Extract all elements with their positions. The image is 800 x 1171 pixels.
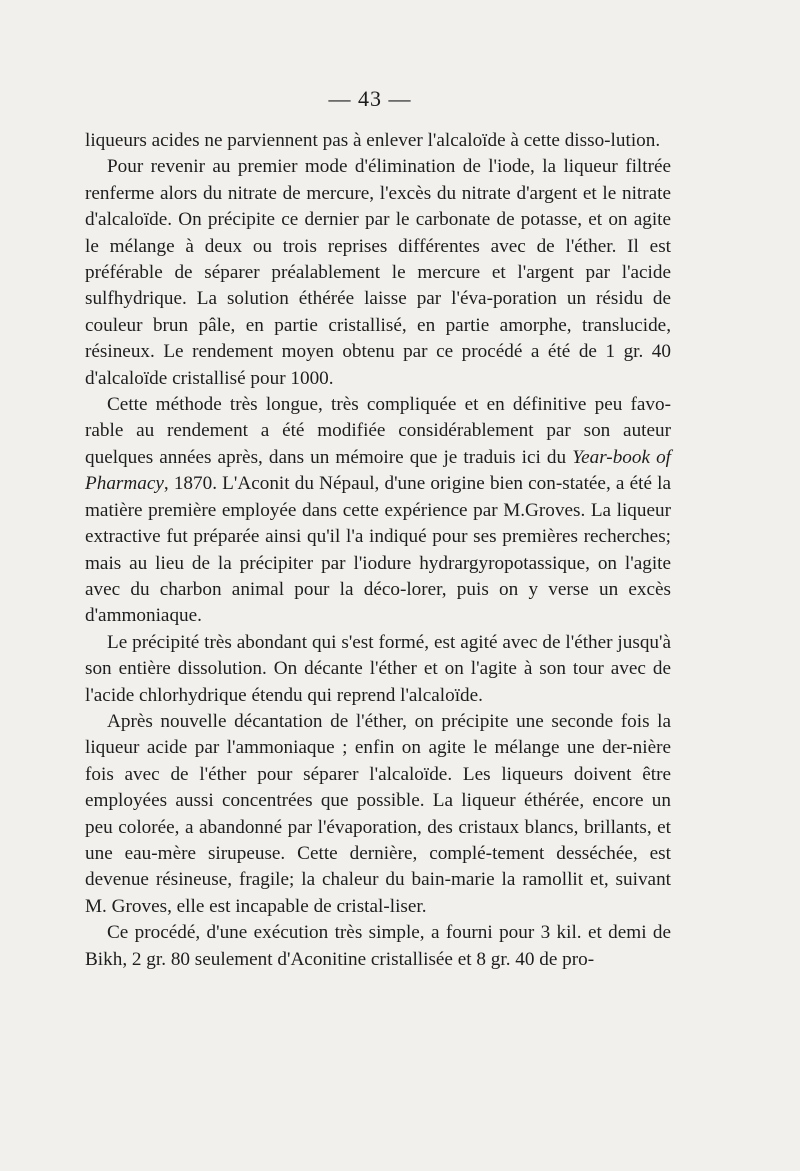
paragraph (85, 392, 671, 630)
body-text (85, 128, 671, 973)
paragraph: Pour revenir au premier mode d'élimination de l'iode, la liqueur filtrée renferme alors du nitrate de mercure, l'excès du nitrate d'argent et le nitrate d'alcaloïde. On précipite ce dernier par le carbonate de potasse, et on agite le mélange à deux ou trois reprises différentes avec de l'éther. Il est préférable de séparer préalablement le mercure et l'argent par l'acide sulfhydrique. La solution éthérée laisse par l'éva-poration un résidu de couleur brun pâle, en partie cristallisé, en partie amorphe, translucide, résineux. Le rendement moyen obtenu par ce procédé a été de 1 gr. 40 d'alcaloïde cristallisé pour 1000. (85, 156, 671, 389)
paragraph-text: , 1870. L'Aconit du Népaul, d'une origine bien con-statée, a été la matière première employée dans cette expérience par M.Groves. La liqueur extractive fut préparée ainsi qu'il l'a indiqué pour ses premières recherches; mais au lieu de la précipiter par l'iodure hydrargyropotassique, on l'agite avec du charbon animal pour la déco-lorer, puis on y verse un excès d'ammoniaque. (85, 473, 671, 627)
paragraph: Ce procédé, d'une exécution très simple, a fourni pour 3 kil. et demi de Bikh, 2 gr. 80 seulement d'Aconitine cristallisée et 8 gr. 40 de pro- (85, 922, 671, 970)
paragraph: Après nouvelle décantation de l'éther, on précipite une seconde fois la liqueur acide par l'ammoniaque ; enfin on agite le mélange une der-nière fois avec de l'éther pour séparer l'alcaloïde. Les liqueurs doivent être employées aussi concentrées que possible. La liqueur éthérée, encore un peu colorée, a abandonné par l'évaporation, des cristaux blancs, brillants, et une eau-mère sirupeuse. Cette dernière, complé-tement desséchée, est devenue résineuse, fragile; la chaleur du bain-marie la ramollit et, suivant M. Groves, elle est incapable de cristal-liser. (85, 710, 671, 917)
paragraph-text: Cette méthode très longue, très compliquée et en définitive peu favo-rable au rendement a été modifiée considérablement par son auteur quelques années après, dans un mémoire que je traduis ici du (85, 394, 671, 468)
page-number: — 43 — (328, 86, 412, 111)
paragraph-continuation: liqueurs acides ne parviennent pas à enlever l'alcaloïde à cette disso-lution. (85, 130, 661, 151)
journal-title: Year-book of Pharmacy (85, 446, 671, 495)
paragraph: Le précipité très abondant qui s'est formé, est agité avec de l'éther jusqu'à son entière dissolution. On décante l'éther et on l'agite à son tour avec de l'acide chlorhydrique étendu qui reprend l'alcaloïde. (85, 631, 671, 706)
